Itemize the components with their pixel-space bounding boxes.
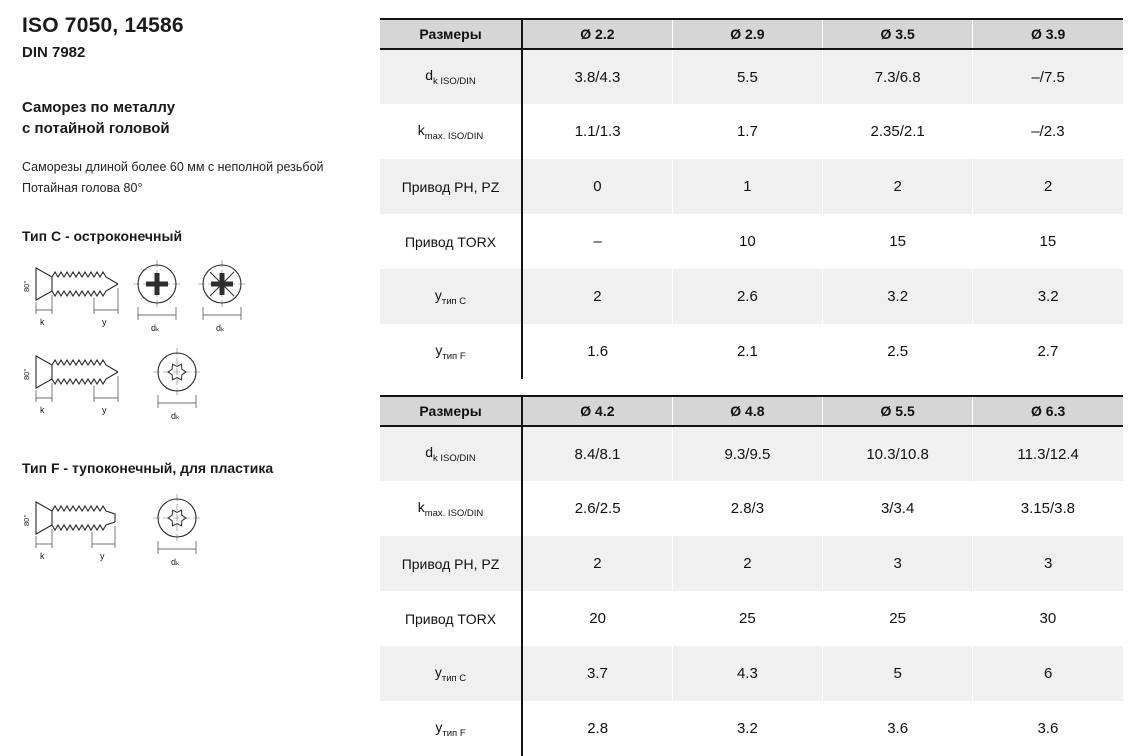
value-cell: 15: [1039, 233, 1057, 250]
k-dimension-label: k: [40, 317, 45, 328]
row-label: [380, 159, 522, 214]
value-cell: 3.2: [823, 269, 973, 324]
value-cell: 9.3/9.5: [672, 426, 822, 481]
row-label-subscript: max. ISO/DIN: [424, 130, 484, 142]
value-cell: 3.2: [736, 720, 758, 737]
diameter-column-header: Ø 3.9: [973, 19, 1123, 49]
value-cell: 2: [973, 159, 1123, 214]
type-c-screw-drawing-1: [22, 252, 267, 336]
table-row: [380, 49, 1123, 104]
product-name: [22, 97, 372, 139]
row-label-main: d: [425, 67, 434, 84]
row-label-subscript: k ISO/DIN: [433, 452, 476, 464]
ph-recess-top-view: [133, 260, 181, 333]
y-dimension-label: y: [100, 551, 105, 562]
value-cell: 0: [522, 159, 672, 214]
table-row: [380, 701, 1123, 756]
description-line2: Потайная голова 80°: [22, 180, 143, 195]
value-cell: –: [593, 233, 602, 250]
page-title: ISO 7050, 14586: [22, 14, 184, 37]
left-panel: [0, 0, 380, 753]
diameter-column-header: Ø 5.5: [823, 396, 973, 426]
row-label-subscript: max. ISO/DIN: [424, 507, 484, 519]
row-label: [380, 536, 522, 591]
value-cell: 2.8/3: [730, 500, 765, 517]
dk-dimension-label: dₖ: [171, 557, 180, 568]
value-cell: 2.7: [1037, 343, 1059, 360]
value-cell: 3: [823, 536, 973, 591]
type-f-screw-drawing: [22, 484, 222, 572]
screw-side-view: [22, 502, 115, 561]
dk-dimension-label: dₖ: [151, 323, 160, 334]
value-cell: 20: [589, 610, 606, 627]
diameter-column-header: Ø 4.8: [672, 396, 822, 426]
row-label: [380, 324, 522, 379]
value-cell: 1.6: [587, 343, 609, 360]
row-label-subscript: тип C: [441, 295, 467, 307]
head-angle-label: 80°: [22, 514, 31, 527]
table-header-row: [380, 396, 1123, 426]
table-row: [380, 591, 1123, 646]
row-label-subscript: тип F: [442, 727, 466, 739]
y-dimension-label: y: [102, 405, 107, 416]
value-cell: –/7.5: [973, 49, 1123, 104]
value-cell: 3.6: [887, 720, 909, 737]
row-label: [380, 701, 522, 756]
row-label-main: y: [434, 286, 442, 303]
table-row: [380, 104, 1123, 159]
value-cell: 2: [823, 159, 973, 214]
row-label: [380, 214, 522, 269]
value-cell: 7.3/6.8: [823, 49, 973, 104]
value-cell: 6: [973, 646, 1123, 701]
table-row: [380, 646, 1123, 701]
row-label-main: y: [435, 341, 443, 358]
dimensions-table-small-diameters: [380, 18, 1123, 379]
head-angle-label: 80°: [22, 368, 31, 381]
screw-side-view: [22, 268, 118, 327]
value-cell: 3.6: [1037, 720, 1059, 737]
dk-dimension-label: dₖ: [171, 411, 180, 422]
row-label-main: d: [425, 444, 434, 461]
torx-recess-top-view: [153, 348, 201, 421]
k-dimension-label: k: [40, 551, 45, 562]
value-cell: 3.7: [522, 646, 672, 701]
value-cell: 8.4/8.1: [522, 426, 672, 481]
product-name-line1: Саморез по металлу: [22, 99, 176, 116]
row-label-main: y: [435, 718, 443, 735]
value-cell: 4.3: [672, 646, 822, 701]
table-row: [380, 269, 1123, 324]
pz-recess-top-view: [198, 260, 246, 333]
table-row: [380, 536, 1123, 591]
value-cell: 2.6: [672, 269, 822, 324]
value-cell: 2.8: [587, 720, 609, 737]
value-cell: 2: [522, 536, 672, 591]
value-cell: 3/3.4: [880, 500, 915, 517]
row-label-main: Привод PH, PZ: [401, 555, 500, 572]
torx-recess-top-view: [153, 494, 201, 567]
head-angle-label: 80°: [22, 280, 31, 293]
table-row: [380, 214, 1123, 269]
value-cell: 5.5: [672, 49, 822, 104]
row-label: [380, 426, 522, 481]
product-description: [22, 157, 372, 198]
value-cell: 10: [739, 233, 756, 250]
screw-side-view: [22, 356, 118, 415]
table-header-row: [380, 19, 1123, 49]
row-label-main: y: [434, 663, 442, 680]
value-cell: 25: [889, 610, 906, 627]
row-label: [380, 49, 522, 104]
sizes-corner-header: Размеры: [380, 19, 522, 49]
value-cell: 5: [823, 646, 973, 701]
row-label: [380, 481, 522, 536]
tables-panel: [380, 0, 1133, 753]
row-label: [380, 104, 522, 159]
diameter-column-header: Ø 2.9: [672, 19, 822, 49]
value-cell: 3.8/4.3: [522, 49, 672, 104]
product-name-line2: с потайной головой: [22, 120, 170, 137]
table-row: [380, 159, 1123, 214]
page-subtitle: DIN 7982: [22, 44, 86, 61]
value-cell: 2.6/2.5: [574, 500, 621, 517]
value-cell: 1: [672, 159, 822, 214]
row-label-main: k: [417, 121, 425, 138]
row-label: [380, 646, 522, 701]
dimensions-table-large-diameters: [380, 395, 1123, 756]
row-label-main: Привод TORX: [404, 610, 497, 627]
value-cell: 15: [889, 233, 906, 250]
value-cell: 3.15/3.8: [1020, 500, 1075, 517]
row-label-subscript: k ISO/DIN: [433, 75, 476, 87]
table-row: [380, 324, 1123, 379]
value-cell: 1.7: [736, 123, 758, 140]
row-label-main: Привод PH, PZ: [401, 178, 500, 195]
value-cell: 25: [739, 610, 756, 627]
dk-dimension-label: dₖ: [216, 323, 225, 334]
row-label-subscript: тип F: [442, 350, 466, 362]
diameter-column-header: Ø 4.2: [522, 396, 672, 426]
diameter-column-header: Ø 6.3: [973, 396, 1123, 426]
row-label: [380, 269, 522, 324]
value-cell: 2.5: [887, 343, 909, 360]
value-cell: 2.1: [736, 343, 758, 360]
description-line1: Саморезы длиной более 60 мм с неполной резьбой: [22, 160, 324, 174]
value-cell: 30: [1039, 610, 1057, 627]
type-c-heading: Тип C - остроконечный: [22, 228, 183, 245]
row-label-main: k: [417, 498, 425, 515]
y-dimension-label: y: [102, 317, 107, 328]
value-cell: 2.35/2.1: [870, 123, 925, 140]
value-cell: 2: [522, 269, 672, 324]
row-label-subscript: тип C: [441, 672, 467, 684]
k-dimension-label: k: [40, 405, 45, 416]
diameter-column-header: Ø 2.2: [522, 19, 672, 49]
value-cell: 11.3/12.4: [973, 426, 1123, 481]
type-f-heading: Тип F - тупоконечный, для пластика: [22, 460, 274, 477]
value-cell: 10.3/10.8: [823, 426, 973, 481]
value-cell: –/2.3: [1031, 123, 1065, 140]
type-c-screw-drawing-2: [22, 340, 222, 424]
value-cell: 3: [973, 536, 1123, 591]
diameter-column-header: Ø 3.5: [823, 19, 973, 49]
value-cell: 3.2: [973, 269, 1123, 324]
value-cell: 1.1/1.3: [574, 123, 621, 140]
sizes-corner-header: Размеры: [380, 396, 522, 426]
table-row: [380, 426, 1123, 481]
table-row: [380, 481, 1123, 536]
value-cell: 2: [672, 536, 822, 591]
row-label-main: Привод TORX: [404, 233, 497, 250]
row-label: [380, 591, 522, 646]
